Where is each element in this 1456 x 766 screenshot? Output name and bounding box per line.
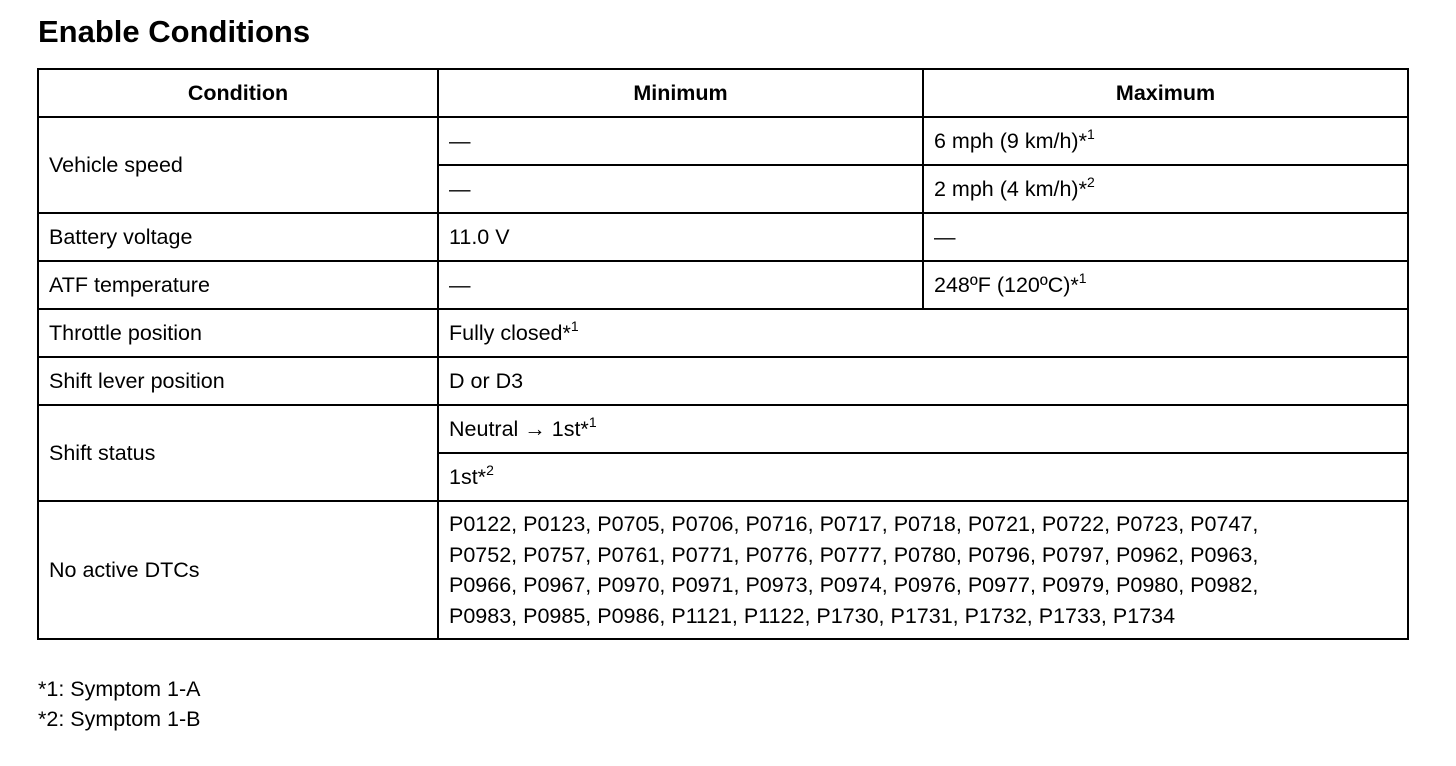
header-condition: Condition (38, 69, 438, 117)
shift-status-value-2 (438, 453, 1408, 501)
dtc-line: P0966, P0967, P0970, P0971, P0973, P0974, P0976, P0977, P0979, P0980, P0982, (449, 573, 1259, 597)
table-row (38, 117, 1408, 165)
table-row (38, 357, 1408, 405)
value-text: Neutral → 1st* (449, 416, 589, 441)
value-text: Fully closed* (449, 320, 571, 345)
value-text: 6 mph (9 km/h)* (934, 128, 1087, 153)
value-text: 2 mph (4 km/h)* (934, 176, 1087, 201)
atf-temperature-max (923, 261, 1408, 309)
dtc-line: P0983, P0985, P0986, P1121, P1122, P1730, P1731, P1732, P1733, P1734 (449, 603, 1176, 628)
header-row (38, 69, 1408, 117)
atf-temperature-label: ATF temperature (38, 261, 438, 309)
throttle-position-label: Throttle position (38, 309, 438, 357)
dtc-line: P0752, P0757, P0761, P0771, P0776, P0777, P0780, P0796, P0797, P0962, P0963, (449, 542, 1259, 567)
vehicle-speed-max-2 (923, 165, 1408, 213)
enable-conditions-table (37, 68, 1409, 640)
vehicle-speed-min-2: — (438, 165, 923, 213)
no-active-dtcs-label: No active DTCs (38, 501, 438, 639)
table-row (38, 405, 1408, 453)
shift-status-label: Shift status (38, 405, 438, 501)
table-row (38, 213, 1408, 261)
shift-lever-position-label: Shift lever position (38, 357, 438, 405)
footnote-marker: 1 (1086, 125, 1095, 142)
value-text: 248ºF (120ºC)* (934, 272, 1079, 297)
value-text: 1st* (449, 464, 487, 489)
footnote-marker: 1 (570, 317, 579, 334)
table-row (38, 501, 1408, 639)
vehicle-speed-max-1 (923, 117, 1408, 165)
dtc-line: P0122, P0123, P0705, P0706, P0716, P0717, P0718, P0721, P0722, P0723, P0747, (449, 512, 1259, 536)
footnote-marker: 2 (486, 461, 494, 478)
no-active-dtcs-value (438, 501, 1408, 639)
footnotes (38, 674, 201, 734)
atf-temperature-min: — (438, 261, 923, 309)
vehicle-speed-min-1: — (438, 117, 923, 165)
footnote: *2: Symptom 1-B (38, 707, 201, 731)
table-row (38, 261, 1408, 309)
header-minimum: Minimum (438, 69, 923, 117)
footnote: *1: Symptom 1-A (38, 677, 201, 701)
battery-voltage-max: — (923, 213, 1408, 261)
footnote-marker: 2 (1086, 173, 1095, 190)
footnote-marker: 1 (588, 413, 597, 430)
battery-voltage-min: 11.0 V (438, 213, 923, 261)
battery-voltage-label: Battery voltage (38, 213, 438, 261)
shift-lever-position-value: D or D3 (438, 357, 1408, 405)
vehicle-speed-label: Vehicle speed (38, 117, 438, 213)
shift-status-value-1 (438, 405, 1408, 453)
footnote-marker: 1 (1078, 269, 1087, 286)
throttle-position-value (438, 309, 1408, 357)
page-title: Enable Conditions (38, 14, 311, 49)
table-row (38, 309, 1408, 357)
header-maximum: Maximum (923, 69, 1408, 117)
